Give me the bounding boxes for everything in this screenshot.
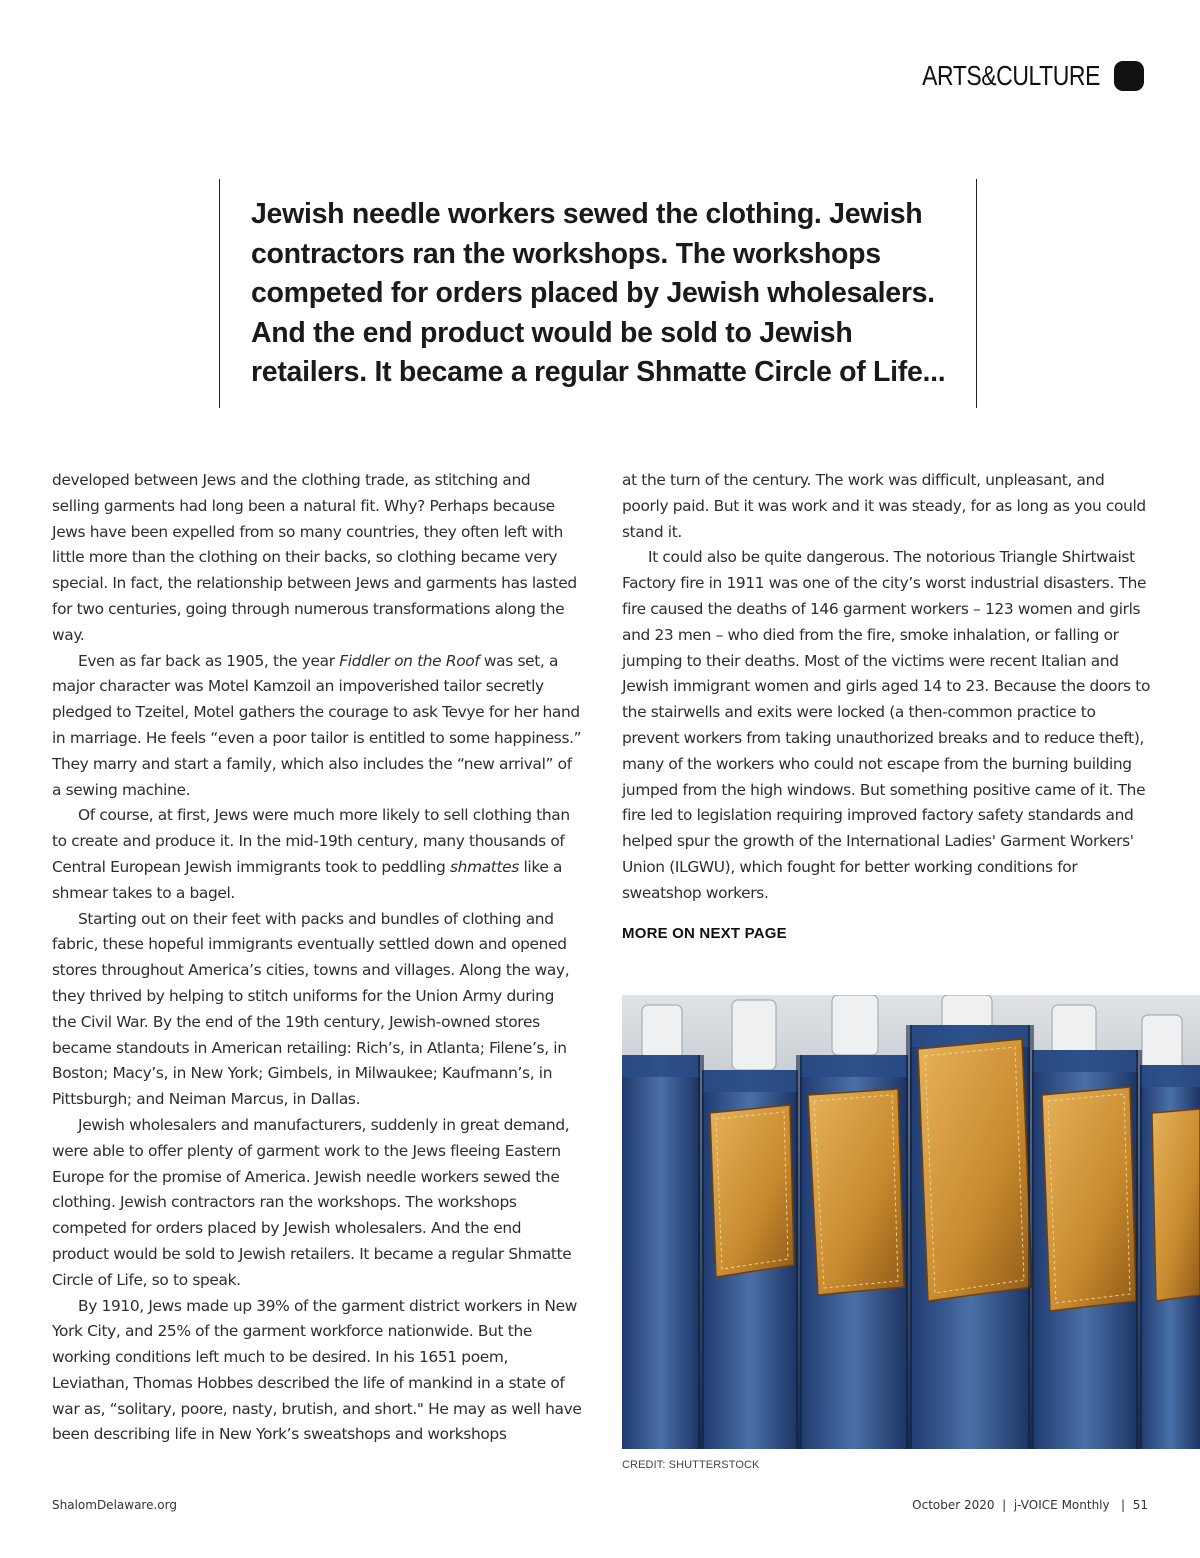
paragraph: By 1910, Jews made up 39% of the garment district workers in New York City, and 25% of the garment workforce nationwide. But the working conditions left much to be desired. In his 1651 poem, Leviathan, Thomas Hobbes described the life of mankind in a state of war as, “solitary, poore, nasty, brutish, and short." He may as well have been describing life in New York’s sweatshops and workshops <box>52 1296 582 1444</box>
article-column-right <box>622 468 1152 946</box>
text-run: was set, a major character was Motel Kamzoil an impoverished tailor secretly pledged to Tzeitel, Motel gathers the courage to ask Tevye for her hand in marriage. He feels “even a poor tailor is entitled to some happiness.” They marry and start a family, which also includes the “new arrival” of a sewing machine. <box>52 651 582 799</box>
paragraph: at the turn of the century. The work was difficult, unpleasant, and poorly paid. But it was work and it was steady, for as long as you could stand it. <box>622 471 1146 541</box>
text-run: Of course, at first, Jews were much more likely to sell clothing than to create and produce it. In the mid-19th century, many thousands of Central European Jewish immigrants took to peddling <box>52 806 570 876</box>
pull-quote <box>219 179 977 408</box>
paragraph: Jewish wholesalers and manufacturers, suddenly in great demand, were able to offer plenty of garment work to the Jews fleeing Eastern Europe for the promise of America. Jewish needle workers sewed the clothing. Jewish contractors ran the workshops. The workshops competed for orders placed by Jewish wholesalers. And the end product would be sold to Jewish retailers. It became a regular Shmatte Circle of Life, so to speak. <box>52 1115 572 1289</box>
text-run: like a shmear takes to a bagel. <box>52 857 563 902</box>
paragraph <box>52 649 582 804</box>
denim-jeans-photo <box>622 995 1200 1449</box>
section-marker-icon <box>1114 61 1144 91</box>
pull-quote-text: Jewish needle workers sewed the clothing. Jewish contractors ran the workshops. The workshops competed for orders placed by Jewish wholesalers. And the end product would be sold to Jewish retailers. It became a regular Shmatte Circle of Life... <box>251 198 946 388</box>
paragraph: developed between Jews and the clothing trade, as stitching and selling garments had long been a natural fit. Why? Perhaps because Jews have been expelled from so many countries, they often left with little more than the clothing on their backs, so clothing became very special. In fact, the relationship between Jews and garments has lasted for two centuries, going through numerous transformations along the way. <box>52 471 577 644</box>
italic-term: shmattes <box>450 857 519 876</box>
section-header <box>883 56 1144 96</box>
paragraph: Starting out on their feet with packs and bundles of clothing and fabric, these hopeful immigrants eventually settled down and opened stores throughout America’s cities, towns and villages. Along the way, they thrived by helping to stitch uniforms for the Union Army during the Civil War. By the end of the 19th century, Jewish-owned stores became standouts in American retailing: Rich’s, in Atlanta; Filene’s, in Boston; Macy’s, in New York; Gimbels, in Milwaukee; Kaufmann’s, in Pittsburgh; and Neiman Marcus, in Dallas. <box>52 909 570 1109</box>
paragraph: It could also be quite dangerous. The notorious Triangle Shirtwaist Factory fire in 1911 was one of the city’s worst industrial disasters. The fire caused the deaths of 146 garment workers – 123 women and girls and 23 men – who died from the fire, smoke inhalation, or falling or jumping to their deaths. Most of the victims were recent Italian and Jewish immigrant women and girls aged 14 to 23. Because the doors to the stairwells and exits were locked (a then-common practice to prevent workers from taking unauthorized breaks and to reduce theft), many of the workers who could not escape from the burning building jumped from the high windows. But something positive came of it. The fire led to legislation requiring improved factory safety standards and helped spur the growth of the International Ladies' Garment Workers' Union (ILGWU), which fought for better working conditions for sweatshop workers. <box>622 548 1151 902</box>
text-run: Even as far back as 1905, the year <box>78 651 340 670</box>
italic-title: Fiddler on the Roof <box>339 651 480 670</box>
more-on-next-page-link[interactable]: MORE ON NEXT PAGE <box>622 924 787 942</box>
paragraph <box>52 803 582 906</box>
section-label: ARTS&CULTURE <box>922 60 1100 91</box>
article-column-left <box>52 468 582 1448</box>
footer-website[interactable]: ShalomDelaware.org <box>52 1498 177 1512</box>
footer-issue-info: October 2020 | j-VOICE Monthly | 51 <box>912 1498 1148 1512</box>
photo-credit: CREDIT: SHUTTERSTOCK <box>622 1459 760 1471</box>
